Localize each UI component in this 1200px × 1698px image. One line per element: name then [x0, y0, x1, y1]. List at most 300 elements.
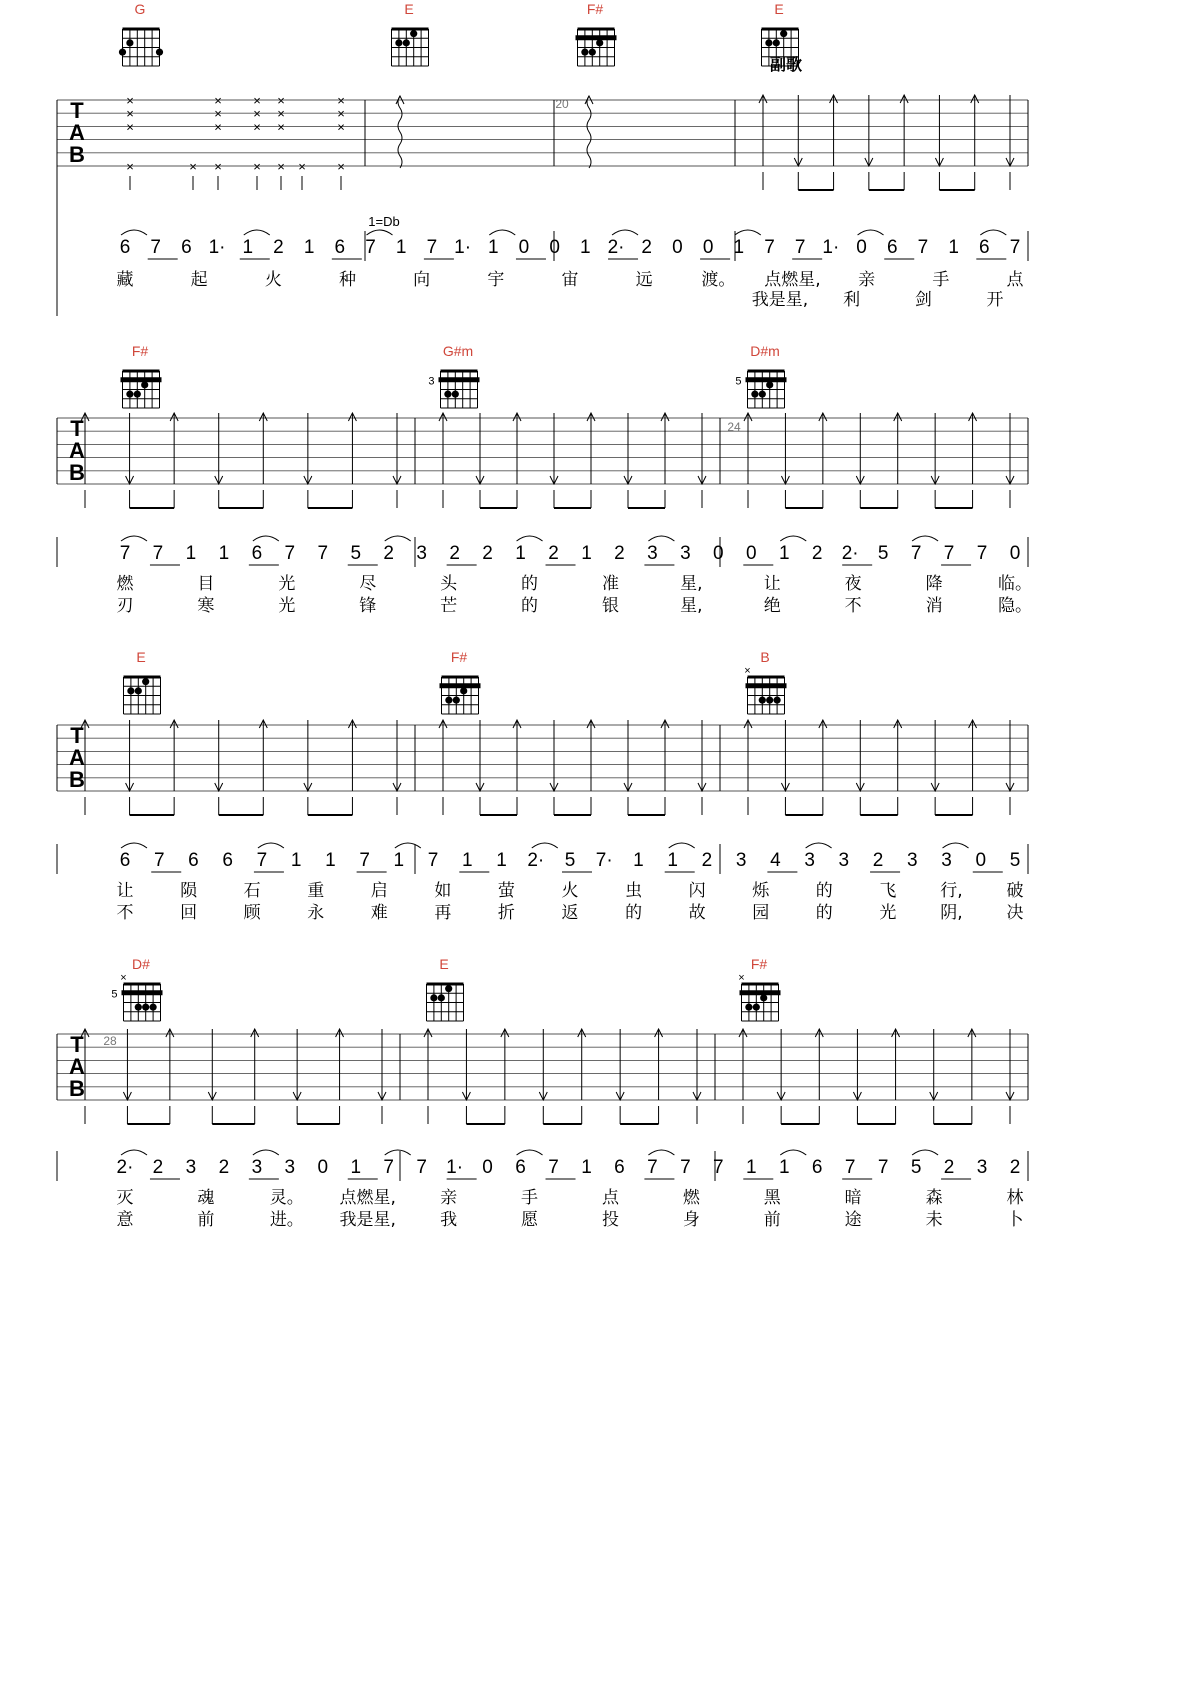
melody-note: 6: [119, 237, 131, 258]
lyric-syllable: 开: [986, 290, 1004, 310]
chord-dot: [780, 30, 787, 37]
lyric-syllable: 燃: [116, 574, 134, 594]
melody-note: 7: [150, 237, 161, 258]
tab-staff-2: [57, 413, 1028, 508]
lyric-syllable: 顾: [243, 903, 261, 923]
melody-note: 1: [778, 1157, 790, 1178]
lyric-syllable: 不: [844, 596, 862, 616]
melody-note: 1: [393, 850, 405, 871]
chord-name: F#: [131, 343, 149, 359]
melody-note: 2: [383, 543, 394, 564]
chord-dot: [403, 39, 410, 46]
tab-clef-letter: B: [69, 142, 85, 167]
melody-note: 6: [811, 1157, 823, 1178]
melody-note: 7: [943, 543, 955, 564]
lyric-syllable: 隐。: [998, 596, 1032, 616]
lyric-syllable: 点燃星,: [339, 1188, 396, 1208]
chord-name: F#: [750, 956, 768, 972]
lyric-syllable: 阴,: [940, 903, 963, 923]
melody-note: 1: [778, 543, 790, 564]
melody-note: 7: [284, 543, 296, 564]
tab-staff-3: [57, 720, 1028, 815]
melody-note: 3: [804, 850, 815, 871]
lyric-syllable: 愿: [521, 1210, 539, 1230]
lyric-syllable: 虫: [625, 881, 643, 901]
melody-note: 1: [487, 237, 499, 258]
chord-dot: [156, 49, 163, 56]
chord-dot: [751, 391, 758, 398]
melody-note: 1·: [454, 237, 472, 258]
melody-note: 5: [1009, 850, 1021, 871]
melody-note: 6: [251, 543, 263, 564]
melody-note: 3: [838, 850, 850, 871]
melody-note: 6: [119, 850, 131, 871]
muted-string-mark: ×: [337, 159, 345, 174]
muted-string-mark: ×: [253, 159, 261, 174]
melody-note: 2: [273, 237, 284, 258]
melody-note: 1: [746, 1157, 757, 1178]
lyric-syllable: 烁: [752, 881, 770, 901]
slur: [648, 536, 674, 541]
lyric-syllable: 光: [278, 596, 296, 616]
melody-note: 1: [462, 850, 473, 871]
melody-note: 0: [549, 237, 560, 258]
muted-string-mark: ×: [214, 119, 222, 135]
melody-note: 7: [152, 543, 164, 564]
melody-note: 1: [733, 237, 745, 258]
melody-note: 1: [325, 850, 336, 871]
chord-dot: [460, 687, 467, 694]
melody-note: 0: [856, 237, 867, 258]
slur: [780, 1150, 806, 1155]
chord-dot: [430, 994, 437, 1001]
melody-note: 1: [581, 1157, 592, 1178]
slur: [780, 536, 806, 541]
melody-note: 6: [515, 1157, 526, 1178]
melody-note: 2: [641, 237, 653, 258]
chord-dot: [126, 39, 133, 46]
slur: [980, 230, 1006, 235]
melody-note: 0: [518, 237, 530, 258]
melody-note: 1: [581, 543, 592, 564]
melody-note: 1: [633, 850, 644, 871]
lyric-syllable: 夜: [844, 574, 862, 594]
lyric-syllable: 不: [116, 903, 134, 923]
muted-string-mark: ×: [337, 106, 345, 122]
lyric-syllable: 星,: [680, 596, 703, 616]
muted-string-mark: ×: [253, 106, 261, 122]
slur: [735, 230, 761, 235]
melody-note: 7: [794, 237, 806, 258]
chord-dot: [410, 30, 417, 37]
melody-note: 6: [334, 237, 346, 258]
melody-note: 7: [119, 543, 131, 564]
lyric-syllable: 启: [370, 881, 388, 901]
muted-string-mark: ×: [214, 93, 222, 108]
melody-note: 3: [735, 850, 747, 871]
lyric-syllable: 利: [843, 290, 861, 310]
melody-note: 1: [496, 850, 507, 871]
chord-dot: [445, 985, 452, 992]
lyric-syllable: 光: [879, 903, 897, 923]
melody-note: 2: [943, 1157, 955, 1178]
melody-note: 7: [976, 543, 988, 564]
slur: [612, 230, 638, 235]
lyric-syllable: 头: [440, 574, 458, 594]
lyric-syllable: 返: [561, 903, 579, 923]
tab-clef-letter: B: [69, 460, 85, 485]
lyric-syllable: 消: [925, 596, 943, 616]
melody-note: 0: [317, 1157, 329, 1178]
melody-note: 2·: [116, 1157, 134, 1178]
melody-note: 2·: [841, 543, 859, 564]
tab-clef-letter: T: [70, 1032, 84, 1057]
lyric-syllable: 萤: [497, 881, 515, 901]
tab-clef-letter: T: [70, 416, 84, 441]
melody-note: 1: [948, 237, 959, 258]
lyric-syllable: 燃: [682, 1188, 700, 1208]
lyric-syllable: 芒: [440, 596, 458, 616]
tab-clef-letter: A: [69, 120, 85, 145]
melody-note: 7: [153, 850, 165, 871]
melody-note: 0: [482, 1157, 493, 1178]
lyric-syllable: 点: [1006, 270, 1024, 290]
tab-clef-letter: T: [70, 723, 84, 748]
melody-note: 7: [917, 237, 929, 258]
slur: [517, 1150, 543, 1155]
rasgueado-arrow: [587, 96, 591, 168]
lyric-syllable: 准: [601, 574, 619, 594]
lyric-syllable: 意: [116, 1210, 134, 1230]
chord-name: G: [134, 1, 146, 17]
lyric-syllable: 的: [815, 881, 833, 901]
chord-dot: [774, 697, 781, 704]
melody-note: 1: [515, 543, 526, 564]
chord-diagram-2: [392, 1, 429, 66]
chord-dot: [150, 1004, 157, 1011]
melody-note: 7: [680, 1157, 691, 1178]
lyric-syllable: 的: [521, 574, 539, 594]
melody-note: 3: [976, 1157, 988, 1178]
lyric-syllable: 尽: [359, 574, 377, 594]
lyric-syllable: 渡。: [701, 270, 736, 290]
muted-string-mark: ×: [126, 159, 134, 174]
chord-mute-mark: ×: [738, 972, 745, 984]
lyric-syllable: 魂: [197, 1188, 215, 1208]
measure-number: 24: [727, 420, 741, 434]
lyric-syllable: 折: [497, 903, 515, 923]
slur: [517, 536, 543, 541]
chord-name: D#m: [750, 343, 780, 359]
lyric-syllable: 起: [190, 270, 208, 290]
melody-note: 3: [284, 1157, 296, 1178]
chord-barre: [746, 683, 787, 688]
slur: [648, 1150, 674, 1155]
lyric-syllable: 陨: [180, 881, 198, 901]
chord-diagram-6: [428, 343, 479, 408]
chord-name: F#: [450, 649, 468, 665]
lyric-syllable: 火: [561, 881, 579, 901]
slur: [669, 843, 695, 848]
chord-barre: [746, 377, 787, 382]
lyric-syllable: 重: [307, 881, 325, 901]
chord-dot: [581, 49, 588, 56]
chord-dot: [753, 1004, 760, 1011]
chord-name: B: [760, 649, 770, 665]
slur: [121, 536, 147, 541]
melody-note: 7: [256, 850, 268, 871]
tab-clef-letter: T: [70, 98, 84, 123]
melody-note: 1: [303, 237, 315, 258]
chord-diagram-3: [576, 1, 617, 66]
melody-note: 1: [350, 1157, 362, 1178]
melody-note: 0: [672, 237, 683, 258]
chord-mute-mark: ×: [120, 972, 127, 984]
chord-dot: [760, 994, 767, 1001]
melody-note: 2: [152, 1157, 164, 1178]
slur: [121, 230, 147, 235]
melody-note: 7: [416, 1157, 427, 1178]
lyric-syllable: 的: [521, 596, 539, 616]
melody-note: 6: [181, 237, 192, 258]
muted-string-mark: ×: [189, 159, 197, 174]
lyric-syllable: 未: [925, 1210, 943, 1230]
chord-dot: [765, 39, 772, 46]
chord-dot: [596, 39, 603, 46]
lyric-syllable: 我是星,: [751, 290, 809, 310]
melody-note: 7: [713, 1157, 724, 1178]
slur: [253, 1150, 279, 1155]
lyric-syllable: 让: [116, 881, 134, 901]
measure-number: 28: [103, 1034, 117, 1048]
chord-mute-mark: ×: [744, 665, 751, 677]
lyric-syllable: 如: [434, 881, 452, 901]
melody-note: 2: [548, 543, 559, 564]
lyric-syllable: 藏: [116, 270, 134, 290]
melody-note: 1·: [822, 237, 840, 258]
lyric-syllable: 手: [932, 270, 950, 290]
melody-note: 0: [713, 543, 724, 564]
chord-name: E: [404, 1, 414, 17]
lyric-syllable: 星,: [680, 574, 703, 594]
slur: [121, 843, 147, 848]
muted-string-mark: ×: [253, 119, 261, 135]
chord-dot: [135, 1004, 142, 1011]
slur: [912, 1150, 938, 1155]
lyric-syllable: 森: [925, 1188, 943, 1208]
lyric-syllable: 宙: [561, 270, 579, 290]
chord-dot: [452, 391, 459, 398]
lyric-syllable: 的: [815, 903, 833, 923]
chord-name: E: [774, 1, 784, 17]
chord-dot: [126, 391, 133, 398]
lyric-syllable: 林: [1006, 1188, 1024, 1208]
melody-note: 5: [350, 543, 362, 564]
notation-system-1: [57, 230, 1028, 310]
melody-note: 6: [614, 1157, 625, 1178]
chord-dot: [438, 994, 445, 1001]
chord-dot: [759, 391, 766, 398]
melody-note: 7: [359, 850, 370, 871]
chord-diagram-1: [119, 1, 163, 66]
chord-name: F#: [586, 1, 604, 17]
lyric-syllable: 的: [625, 903, 643, 923]
lyric-syllable: 种: [339, 270, 356, 290]
chord-dot: [142, 678, 149, 685]
measure-number: 20: [555, 97, 569, 111]
chord-dot: [766, 381, 773, 388]
lyric-syllable: 灵。: [269, 1188, 304, 1208]
lyric-syllable: 永: [307, 903, 325, 923]
slur: [806, 843, 832, 848]
melody-note: 6: [886, 237, 898, 258]
melody-note: 7: [647, 1157, 658, 1178]
lyric-syllable: 银: [601, 596, 619, 616]
chord-name: D#: [132, 956, 150, 972]
chord-fret-number: 5: [735, 375, 742, 388]
lyric-syllable: 远: [635, 270, 653, 290]
melody-note: 7: [548, 1157, 559, 1178]
slur: [121, 1150, 147, 1155]
lyric-syllable: 火: [264, 270, 282, 290]
melody-note: 2: [482, 543, 493, 564]
melody-note: 7: [317, 543, 329, 564]
lyric-syllable: 向: [413, 270, 431, 290]
chord-diagram-9: [440, 649, 481, 714]
chord-diagram-5: [121, 343, 162, 408]
lyric-syllable: 临。: [998, 574, 1032, 594]
chord-diagram-13: [738, 956, 780, 1021]
muted-string-mark: ×: [337, 93, 345, 108]
muted-string-mark: ×: [337, 119, 345, 135]
lyric-syllable: 让: [763, 574, 781, 594]
lyric-syllable: 途: [844, 1210, 862, 1230]
chord-dot: [142, 1004, 149, 1011]
slur: [943, 843, 969, 848]
lyric-syllable: 灭: [116, 1188, 134, 1208]
lyric-syllable: 石: [243, 881, 261, 901]
muted-string-mark: ×: [277, 106, 285, 122]
chord-name: E: [136, 649, 146, 665]
melody-note: 7: [877, 1157, 889, 1178]
lyric-syllable: 亲: [440, 1188, 458, 1208]
melody-note: 3: [907, 850, 918, 871]
lyric-syllable: 园: [752, 903, 770, 923]
chord-barre: [122, 990, 163, 995]
lyric-syllable: 闪: [688, 881, 706, 901]
melody-note: 0: [975, 850, 987, 871]
melody-note: 2·: [607, 237, 625, 258]
lyric-syllable: 我是星,: [339, 1210, 396, 1230]
chord-diagram-8: [124, 649, 161, 714]
tab-clef-letter: B: [69, 767, 85, 792]
melody-note: 2: [811, 543, 823, 564]
chord-dot: [119, 49, 126, 56]
lyric-syllable: 飞: [879, 881, 897, 901]
lyric-syllable: 前: [763, 1210, 781, 1230]
lyric-syllable: 宇: [487, 270, 505, 290]
chord-barre: [740, 990, 781, 995]
melody-note: 5: [910, 1157, 922, 1178]
slur: [385, 536, 411, 541]
chord-diagram-11: [111, 956, 162, 1021]
lyric-syllable: 回: [180, 903, 198, 923]
lyric-syllable: 暗: [844, 1188, 862, 1208]
notation-system-4: [57, 1150, 1028, 1230]
melody-note: 0: [702, 237, 714, 258]
chord-dot: [453, 697, 460, 704]
lyric-syllable: 锋: [359, 596, 377, 616]
chord-fret-number: 3: [428, 375, 435, 388]
melody-note: 2: [218, 1157, 230, 1178]
slur: [244, 230, 270, 235]
section-label-chorus: 副歌: [769, 55, 803, 74]
muted-string-mark: ×: [298, 159, 306, 174]
slur: [253, 536, 279, 541]
chord-diagram-12: [427, 956, 464, 1021]
slur: [385, 1150, 411, 1155]
lyric-syllable: 故: [688, 903, 706, 923]
tab-clef-letter: B: [69, 1076, 85, 1101]
lyric-syllable: 亲: [858, 270, 876, 290]
lyric-syllable: 绝: [763, 596, 781, 616]
lyric-syllable: 行,: [940, 881, 963, 901]
slur: [489, 230, 515, 235]
melody-note: 1·: [446, 1157, 464, 1178]
melody-note: 3: [416, 543, 427, 564]
tab-clef-letter: A: [69, 438, 85, 463]
tab-clef-letter: A: [69, 745, 85, 770]
melody-note: 0: [746, 543, 757, 564]
lyric-syllable: 降: [925, 574, 943, 594]
melody-note: 7: [844, 1157, 856, 1178]
melody-note: 1·: [208, 237, 226, 258]
chord-dot: [745, 1004, 752, 1011]
muted-string-mark: ×: [277, 159, 285, 174]
melody-note: 7: [910, 543, 922, 564]
melody-note: 7: [1009, 237, 1021, 258]
lyric-syllable: 投: [601, 1210, 619, 1230]
melody-note: 2: [872, 850, 884, 871]
slur: [258, 843, 284, 848]
melody-note: 2: [614, 543, 625, 564]
melody-note: 1: [185, 543, 197, 564]
lyric-syllable: 手: [521, 1188, 539, 1208]
lyric-syllable: 决: [1006, 903, 1024, 923]
muted-string-mark: ×: [214, 159, 222, 174]
lyric-syllable: 目: [197, 574, 215, 594]
chord-barre: [121, 377, 162, 382]
slur: [858, 230, 884, 235]
chord-dot: [759, 697, 766, 704]
slur: [912, 536, 938, 541]
melody-note: 2: [1009, 1157, 1021, 1178]
melody-note: 3: [941, 850, 952, 871]
melody-note: 3: [185, 1157, 197, 1178]
lyric-syllable: 剑: [914, 290, 932, 310]
melody-note: 6: [222, 850, 233, 871]
melody-note: 6: [979, 237, 990, 258]
melody-note: 3: [647, 543, 658, 564]
chord-dot: [773, 39, 780, 46]
muted-string-mark: ×: [126, 93, 134, 108]
melody-note: 7: [427, 850, 439, 871]
lyric-syllable: 前: [197, 1210, 215, 1230]
chord-dot: [589, 49, 596, 56]
notation-system-2: [57, 536, 1032, 616]
muted-string-mark: ×: [126, 119, 134, 135]
notation-system-3: [57, 843, 1028, 923]
